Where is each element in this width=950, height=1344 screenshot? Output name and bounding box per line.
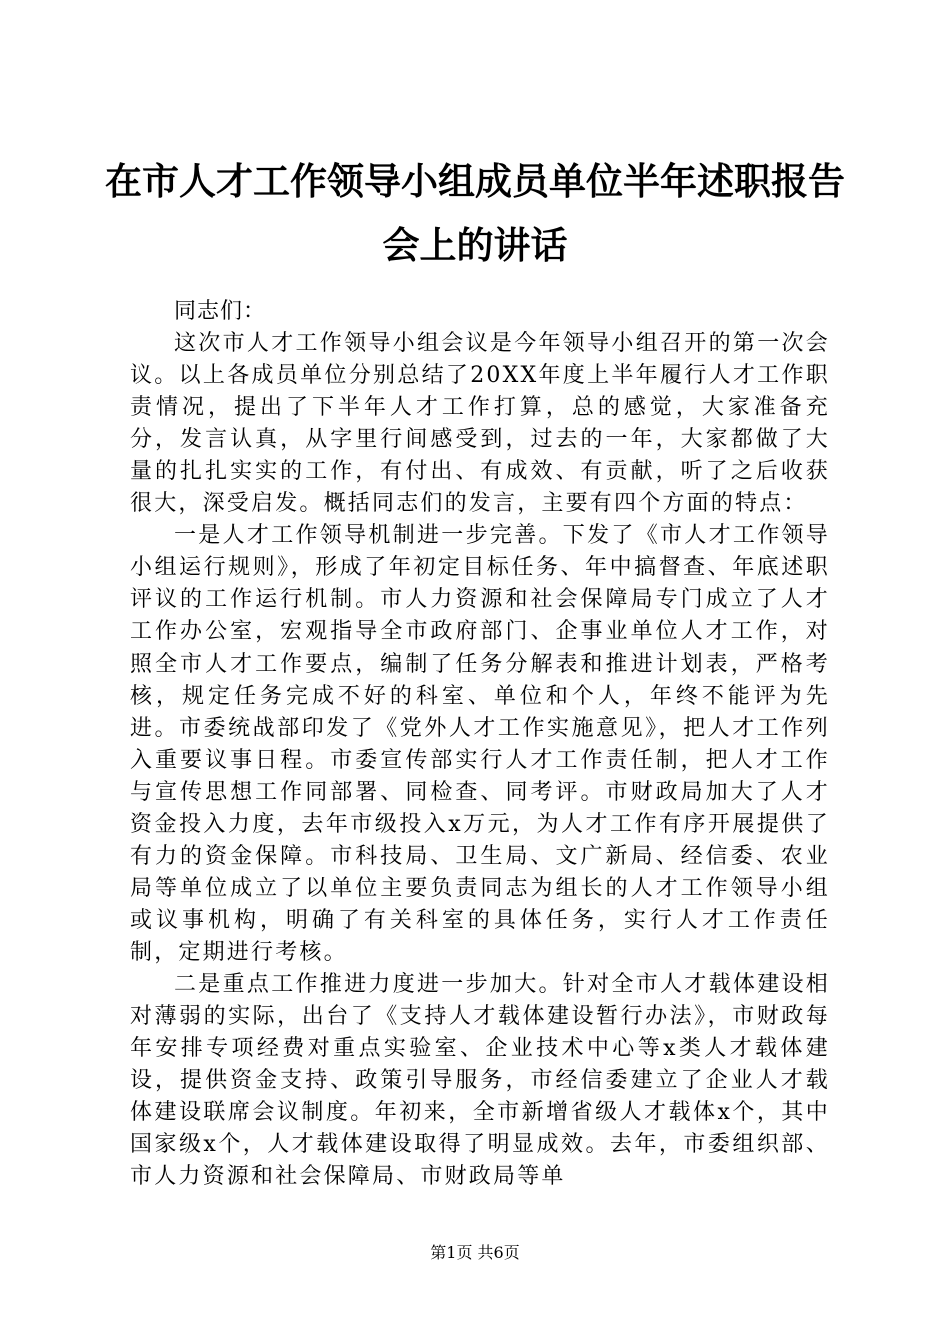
document-title: 在市人才工作领导小组成员单位半年述职报告会上的讲话 (105, 160, 845, 267)
intro-paragraph: 这次市人才工作领导小组会议是今年领导小组召开的第一次会议。以上各成员单位分别总结了20XX年度上半年履行人才工作职责情况，提出了下半年人才工作打算，总的感觉，大家准备充分，发言认真，从字里行间感受到，过去的一年，大家都做了大量的扎扎实实的工作，有付出、有成效、有贡献，听了之后收获很大，深受启发。概括同志们的发言，主要有四个方面的特点： (130, 331, 830, 517)
page-number-footer: 第1页 共6页 (430, 1243, 520, 1262)
salutation-paragraph: 同志们： (174, 299, 267, 324)
point-one-paragraph: 一是人才工作领导机制进一步完善。下发了《市人才工作领导小组运行规则》，形成了年初定目标任务、年中搞督查、年底述职评议的工作运行机制。市人力资源和社会保障局专门成立了人才工作办公室，宏观指导全市政府部门、企事业单位人才工作，对照全市人才工作要点，编制了任务分解表和推进计划表，严格考核，规定任务完成不好的科室、单位和个人，年终不能评为先进。市委统战部印发了《党外人才工作实施意见》，把人才工作列入重要议事日程。市委宣传部实行人才工作责任制，把人才工作与宣传思想工作同部署、同检查、同考评。市财政局加大了人才资金投入力度，去年市级投入x万元，为人才工作有序开展提供了有力的资金保障。市科技局、卫生局、文广新局、经信委、农业局等单位成立了以单位主要负责同志为组长的人才工作领导小组或议事机构，明确了有关科室的具体任务，实行人才工作责任制，定期进行考核。 (130, 523, 830, 965)
point-two-paragraph: 二是重点工作推进力度进一步加大。针对全市人才载体建设相对薄弱的实际，出台了《支持人才载体建设暂行办法》，市财政每年安排专项经费对重点实验室、企业技术中心等x类人才载体建设，提供资金支持、政策引导服务，市经信委建立了企业人才载体建设联席会议制度。年初来，全市新增省级人才载体x个，其中国家级x个，人才载体建设取得了明显成效。去年，市委组织部、市人力资源和社会保障局、市财政局等单 (130, 971, 830, 1190)
document-body (130, 296, 830, 1193)
